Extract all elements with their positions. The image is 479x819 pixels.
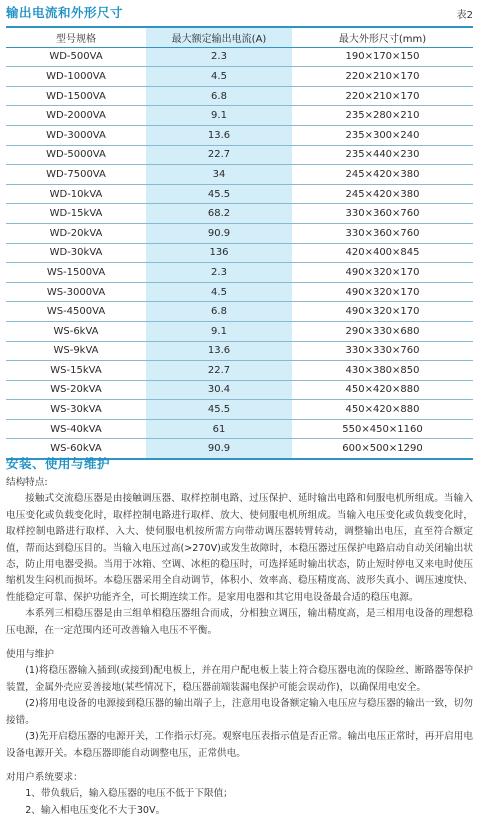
cell-model: WS-60kVA [6,439,146,459]
header-size: 最大外形尺寸(mm) [292,27,473,47]
cell-model: WD-30kVA [6,243,146,263]
cell-size: 330×360×760 [292,204,473,224]
cell-current: 4.5 [146,282,292,302]
table-row [6,263,473,283]
table-row [6,204,473,224]
section2-title: 安装、使用与维护 [6,456,111,471]
table-row [6,184,473,204]
cell-current: 90.9 [146,439,292,459]
requirements-heading: 对用户系统要求： [6,771,83,783]
cell-size: 235×440×230 [292,145,473,165]
cell-size: 490×320×170 [292,263,473,283]
cell-current: 45.5 [146,400,292,420]
table-row [6,47,473,67]
cell-size: 450×420×880 [292,380,473,400]
cell-model: WS-1500VA [6,263,146,283]
cell-model: WD-500VA [6,47,146,67]
maintenance-item-2: (2)将用电设备的电源接到稳压器的输出端子上，注意用电设备额定输入电压应与稳压器的输出一致，切勿接错。 [6,698,473,726]
cell-current: 61 [146,419,292,439]
structure-paragraph-2: 本系列三相稳压器是由三组单相稳压器组合而成，分相独立调压，输出精度高，是三相用电设备的理想稳压电源，在一定范围内还可改善输入电压不平衡。 [6,608,473,636]
table-row [6,145,473,165]
cell-size: 430×380×850 [292,361,473,381]
requirement-item-2: 2、输入相电压变化不大于30V。 [25,804,166,816]
table-row [6,341,473,361]
cell-current: 9.1 [146,106,292,126]
table-header-row [6,27,473,47]
cell-model: WD-1000VA [6,67,146,87]
structure-paragraph-1: 接触式交流稳压器是由接触调压器、取样控制电路、过压保护、延时输出电路和伺服电机所组成。当输入电压变化或负载变化时，取样控制电路进行取样、放大、使伺服电机所组成。当输入电压变化或负载变化时，取样控制电路进行取样、入大、使伺服电机按所需方向带动调压器转臂转动，调整输出电压，直至符合额定值，帮而达到稳压目的。当输入电压过高(>270V)或发生故障时，本稳压器过压保护电路启动自动关闭输出状态，防止用电器受损。当用于冰箱、空调、冰柜的稳压时，可选择延时输出状态，防止短时停电又来电时使压缩机发生闷机而损坏。本稳压器采用全自动调节，体积小、效率高、稳压精度高、波形失真小、调压速度快、性能稳定可靠、保护功能齐全，可长期连续工作。是家用电器和其它用电设备最合适的稳压电源。 [6,493,473,603]
cell-size: 490×320×170 [292,302,473,322]
table-row [6,125,473,145]
table-row [6,106,473,126]
cell-model: WD-2000VA [6,106,146,126]
table-row [6,86,473,106]
cell-model: WD-1500VA [6,86,146,106]
cell-size: 235×300×240 [292,125,473,145]
cell-size: 330×330×760 [292,341,473,361]
cell-current: 45.5 [146,184,292,204]
table-row [6,67,473,87]
header-current: 最大额定输出电流(A) [146,27,292,47]
cell-size: 220×210×170 [292,67,473,87]
cell-model: WD-10kVA [6,184,146,204]
cell-model: WD-20kVA [6,223,146,243]
maintenance-item-1: (1)将稳压器输入插到(或接到)配电板上，并在用户配电板上装上符合稳压器电流的保险丝、断路器等保护装置，金属外壳应妥善接地(某些情况下，稳压器前端装漏电保护可能会误动作)，以确保用电安全。 [6,665,473,693]
cell-current: 22.7 [146,361,292,381]
page-header [6,3,473,21]
cell-size: 290×330×680 [292,321,473,341]
cell-size: 190×170×150 [292,47,473,67]
maintenance-item-3: (3)先开启稳压器的电源开关，工作指示灯亮。观察电压表指示值是否正常。输出电压正常时，再开启用电设备电源开关。本稳压器即能自动调整电压，正常供电。 [6,731,473,759]
cell-size: 245×420×380 [292,165,473,185]
cell-current: 22.7 [146,145,292,165]
table-row [6,321,473,341]
cell-size: 600×500×1290 [292,439,473,459]
maintenance-heading: 使用与维护 [6,649,54,661]
body-text [6,475,473,819]
cell-size: 245×420×380 [292,184,473,204]
table-row [6,419,473,439]
cell-current: 136 [146,243,292,263]
cell-model: WD-3000VA [6,125,146,145]
cell-model: WS-4500VA [6,302,146,322]
cell-current: 34 [146,165,292,185]
cell-current: 30.4 [146,380,292,400]
table-row [6,282,473,302]
table-row [6,302,473,322]
table-number: 表2 [456,10,473,21]
cell-current: 13.6 [146,125,292,145]
cell-size: 420×400×845 [292,243,473,263]
cell-current: 13.6 [146,341,292,361]
cell-model: WD-15kVA [6,204,146,224]
cell-current: 2.3 [146,47,292,67]
header-model: 型号规格 [6,27,146,47]
cell-current: 90.9 [146,223,292,243]
table-row [6,361,473,381]
cell-current: 2.3 [146,263,292,283]
requirement-item-1: 1、带负载后，输入稳压器的电压不低于下限值； [25,788,233,800]
table-row [6,400,473,420]
structure-heading: 结构特点: [6,477,48,488]
cell-model: WS-3000VA [6,282,146,302]
cell-size: 490×320×170 [292,282,473,302]
table-row [6,243,473,263]
cell-model: WS-20kVA [6,380,146,400]
cell-model: WS-15kVA [6,361,146,381]
cell-current: 9.1 [146,321,292,341]
cell-size: 450×420×880 [292,400,473,420]
cell-current: 68.2 [146,204,292,224]
cell-model: WD-5000VA [6,145,146,165]
cell-size: 550×450×1160 [292,419,473,439]
cell-size: 330×360×760 [292,223,473,243]
cell-model: WS-9kVA [6,341,146,361]
table-row [6,380,473,400]
cell-model: WD-7500VA [6,165,146,185]
cell-model: WS-40kVA [6,419,146,439]
table-row [6,165,473,185]
cell-size: 235×280×210 [292,106,473,126]
cell-current: 4.5 [146,67,292,87]
cell-model: WS-30kVA [6,400,146,420]
cell-model: WS-6kVA [6,321,146,341]
spec-table [6,26,473,460]
cell-current: 6.8 [146,302,292,322]
section-title: 输出电流和外形尺寸 [6,5,124,20]
cell-current: 6.8 [146,86,292,106]
table-row [6,223,473,243]
cell-size: 220×210×170 [292,86,473,106]
